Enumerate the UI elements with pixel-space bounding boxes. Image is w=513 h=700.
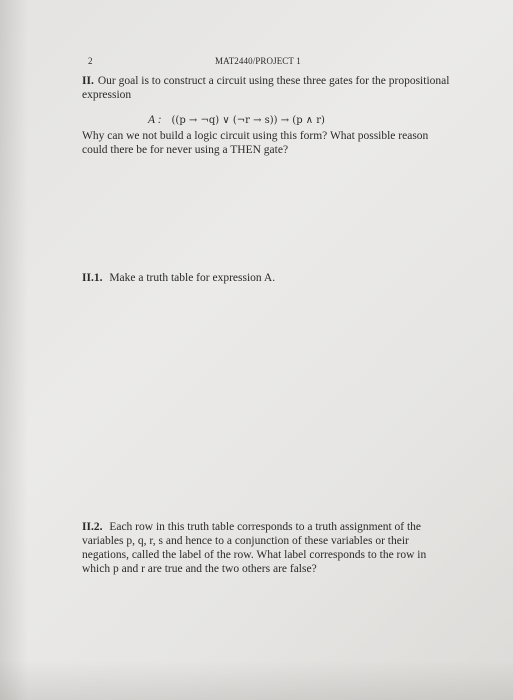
question-2-1 (82, 271, 452, 285)
question-text: Make a truth table for expression A. (109, 272, 276, 284)
formula (148, 114, 325, 126)
section-intro (82, 74, 452, 102)
page-shadow-left (0, 0, 28, 700)
question-number: II.2. (82, 521, 103, 533)
page-number: 2 (88, 56, 93, 66)
formula-name: A : (148, 114, 162, 126)
question-number: II.1. (82, 272, 103, 284)
section-question: Why can we not build a logic circuit using this form? What possible reason could there be for never using a THEN gate? (82, 130, 429, 156)
formula-expression: ((p → ¬q) ∨ (¬r → s)) → (p ∧ r) (171, 115, 325, 126)
page-shadow-bottom (0, 660, 513, 700)
section-intro-text: Our goal is to construct a circuit using these three gates for the propositional expression (82, 75, 450, 101)
running-head: MAT2440/PROJECT 1 (215, 56, 301, 66)
question-2-2 (82, 520, 452, 576)
section-heading: II. (82, 75, 94, 87)
question-text: Each row in this truth table corresponds to a truth assignment of the variables p, q, r, s and hence to a conjunction of these variables or their negations, called the label of the row. What label corresponds to the row in which p and r are true and the two others are false? (82, 521, 427, 575)
